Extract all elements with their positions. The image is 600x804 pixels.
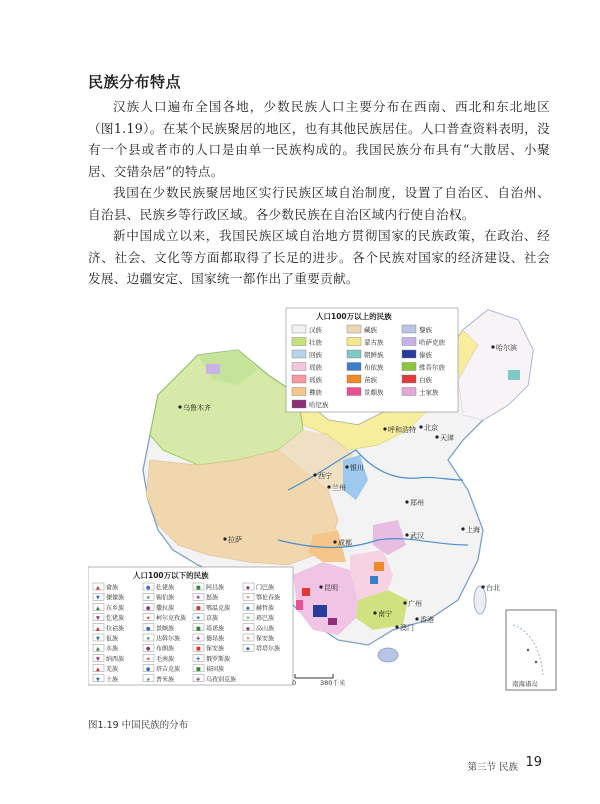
legend-small-marker: ★: [146, 636, 151, 642]
legend-label: 蒙古族: [364, 338, 384, 347]
city-label: 银川: [350, 464, 364, 472]
ethnic-distribution-map: [88, 300, 558, 700]
city-label: 香港: [420, 616, 434, 624]
legend-small-label: 乌孜别克族: [206, 676, 237, 684]
region-taiwan: [474, 586, 486, 614]
legend-small-label: 德昂族: [206, 635, 225, 643]
legend-swatch: [347, 375, 361, 383]
city-dot: [491, 345, 494, 348]
legend-label: 哈萨克族: [419, 338, 445, 347]
legend-small-marker: ▼: [96, 676, 100, 683]
legend-small-label: 达斡尔族: [156, 635, 181, 643]
legend-small-marker: ✕: [246, 615, 251, 622]
city-label: 拉萨: [228, 536, 242, 544]
legend-small-marker: ▼: [96, 595, 100, 602]
city-label: 成都: [338, 539, 352, 547]
city-dot: [178, 405, 181, 408]
city-dot: [481, 585, 484, 588]
legend-swatch: [347, 338, 361, 346]
city-label: 澳门: [400, 624, 414, 632]
legend-small-label: 保安族: [256, 635, 275, 643]
legend-label: 苗族: [364, 376, 377, 384]
legend-label: 汉族: [309, 326, 322, 334]
legend-small-label: 土族: [106, 676, 119, 684]
legend-label: 黎族: [419, 326, 432, 334]
legend-label: 回族: [309, 351, 322, 359]
legend-swatch: [347, 350, 361, 358]
legend-small-label: 珞巴族: [256, 615, 275, 623]
legend-label: 景颇族: [364, 388, 384, 397]
legend-small-marker: ▲: [96, 625, 100, 632]
legend-small-marker: ✚: [196, 676, 201, 683]
city-label: 上海: [466, 526, 480, 534]
city-label: 哈尔滨: [496, 344, 517, 352]
legend-small-label: 纳西族: [106, 655, 125, 663]
legend-swatch: [292, 325, 306, 333]
city-label: 兰州: [332, 484, 346, 492]
legend-small-marker: ▼: [96, 656, 100, 663]
legend-label: 维吾尔族: [419, 363, 445, 372]
legend-label: 朝鲜族: [364, 351, 384, 359]
legend-small-title: 人口100万以下的民族: [133, 571, 209, 580]
city-label: 西宁: [318, 472, 332, 480]
legend-large-title: 人口100万以上的民族: [316, 312, 392, 321]
legend-small-label: 柯尔克孜族: [156, 615, 187, 623]
inset-label: 南海诸岛: [512, 680, 538, 688]
legend-small: [88, 567, 293, 685]
legend-small-marker: ●: [146, 646, 151, 653]
legend-small-marker: ▲: [96, 646, 100, 653]
legend-small-marker: ■: [196, 605, 201, 612]
city-label: 郑州: [410, 499, 424, 507]
legend-label: 瑶族: [309, 376, 322, 384]
legend-small-marker: ◆: [246, 605, 250, 612]
patch-kazakh: [206, 364, 220, 374]
city-dot: [333, 540, 336, 543]
city-dot: [383, 427, 386, 430]
patch-jingpo: [296, 600, 303, 610]
legend-small-label: 傈僳族: [106, 594, 125, 602]
legend-small-label: 裕固族: [206, 666, 225, 674]
legend-label: 彝族: [309, 388, 322, 397]
legend-label: 布依族: [364, 363, 384, 372]
legend-swatch: [402, 338, 416, 346]
city-dot: [403, 601, 406, 604]
paragraph-2: 我国在少数民族聚居地区实行民族区域自治制度，设置了自治区、自治州、自治县、民族乡等行政区域。各少数民族在自治区域内行使自治权。: [88, 185, 550, 222]
legend-small-marker: ★: [146, 676, 151, 683]
legend-large: [286, 308, 458, 412]
legend-small-label: 保安族: [206, 645, 225, 653]
legend-small-marker: ■: [196, 646, 201, 653]
legend-small-marker: ■: [196, 585, 201, 591]
patch-dai: [313, 605, 327, 617]
patch-bai: [302, 588, 310, 596]
legend-small-marker: ▲: [96, 605, 100, 612]
legend-small-label: 畲族: [106, 584, 119, 592]
legend-small-marker: ◆: [246, 585, 250, 591]
page-number: 19: [525, 755, 542, 770]
city-label: 武汉: [410, 532, 424, 540]
legend-small-label: 阿昌族: [206, 584, 225, 592]
legend-small-label: 鄂温克族: [206, 604, 231, 612]
legend-small-marker: ✕: [246, 595, 251, 602]
legend-label: 傣族: [419, 351, 432, 359]
city-dot: [405, 500, 408, 503]
legend-small-label: 佤族: [106, 635, 119, 643]
legend-label: 土家族: [419, 388, 439, 397]
legend-small-label: 毛南族: [156, 655, 175, 663]
legend-swatch: [402, 375, 416, 383]
city-label: 广州: [408, 600, 422, 608]
city-dot: [327, 485, 330, 488]
legend-small-label: 景颇族: [156, 625, 175, 633]
legend-small-label: 京族: [206, 615, 219, 623]
legend-small-marker: ✚: [196, 636, 201, 642]
legend-small-marker: ✚: [196, 615, 201, 622]
legend-small-label: 塔塔尔族: [256, 645, 281, 653]
south-china-sea-inset: [506, 610, 556, 690]
legend-small-marker: ●: [146, 666, 151, 673]
legend-small-label: 门巴族: [256, 584, 275, 592]
region-hainan: [378, 648, 398, 662]
patch-hani: [328, 618, 337, 625]
legend-swatch: [402, 388, 416, 396]
city-dot: [345, 465, 348, 468]
patch-korean: [508, 370, 520, 380]
legend-small-marker: ●: [146, 605, 151, 612]
legend-small-marker: ▼: [96, 636, 100, 642]
legend-small-label: 怒族: [206, 594, 219, 602]
legend-swatch: [402, 350, 416, 358]
patch-buyi: [370, 576, 378, 584]
legend-small-label: 撒拉族: [156, 604, 175, 612]
legend-small-label: 羌族: [106, 666, 119, 674]
legend-small-marker: ◆: [246, 646, 250, 653]
city-dot: [395, 625, 398, 628]
legend-small-marker: ✚: [196, 595, 201, 602]
legend-small-label: 仫佬族: [156, 584, 175, 592]
legend-small-label: 仡佬族: [106, 615, 125, 623]
legend-small-marker: ■: [196, 625, 201, 632]
figure-caption: 图1.19 中国民族的分布: [88, 720, 189, 731]
legend-swatch: [292, 338, 306, 346]
city-label: 北京: [424, 424, 438, 432]
legend-small-marker: ✕: [246, 636, 251, 642]
legend-small-marker: ▲: [96, 585, 100, 591]
city-dot: [415, 617, 418, 620]
legend-label: 壮族: [309, 338, 322, 347]
legend-small-marker: ■: [196, 666, 201, 673]
legend-swatch: [402, 363, 416, 371]
scale-label: 380千米: [320, 679, 346, 687]
city-dot: [419, 425, 422, 428]
city-dot: [223, 537, 226, 540]
region-yunnan: [293, 562, 358, 635]
legend-small-marker: ●: [146, 585, 151, 591]
legend-label: 藏族: [364, 326, 377, 334]
legend-small-label: 赫哲族: [256, 604, 275, 612]
scale-zero: 0: [292, 679, 297, 687]
paragraph-3: 新中国成立以来，我国民族区域自治地方贯彻国家的民族政策，在政治、经济、社会、文化等方面都取得了长足的进步。各个民族对国家的经济建设、社会发展、边疆安定、国家统一都作出了重要贡献。: [88, 228, 550, 286]
legend-swatch: [292, 363, 306, 371]
legend-small-label: 普米族: [156, 676, 175, 684]
legend-small-marker: ★: [146, 656, 151, 663]
legend-swatch: [292, 350, 306, 358]
legend-small-label: 水族: [106, 645, 119, 653]
legend-label: 白族: [419, 376, 432, 384]
legend-small-marker: ✚: [196, 656, 201, 663]
legend-swatch: [402, 325, 416, 333]
legend-small-marker: ◆: [246, 625, 250, 632]
footer-section: [467, 759, 518, 773]
map-svg: [88, 300, 558, 700]
city-dot: [313, 473, 316, 476]
legend-swatch: [292, 375, 306, 383]
city-label: 呼和浩特: [388, 426, 416, 434]
legend-small-label: 布朗族: [156, 645, 175, 653]
legend-swatch: [292, 388, 306, 396]
legend-small-label: 东乡族: [106, 604, 125, 612]
city-dot: [405, 533, 408, 536]
section-heading: 民族分布特点: [88, 73, 182, 91]
city-dot: [373, 611, 376, 614]
legend-small-marker: ●: [146, 625, 151, 632]
footer-section-label: 第三节 民族: [467, 762, 518, 773]
legend-label: 瑶族: [309, 363, 322, 372]
legend-small-label: 塔吉克族: [156, 666, 181, 674]
legend-small-marker: ★: [146, 615, 151, 622]
legend-small-marker: ▲: [96, 666, 100, 673]
legend-swatch: [347, 388, 361, 396]
city-dot: [461, 527, 464, 530]
city-dot: [319, 585, 322, 588]
legend-small-label: 鄂伦春族: [256, 594, 281, 602]
city-label: 天津: [440, 434, 454, 442]
legend-small-marker: ▼: [96, 615, 100, 622]
legend-label: 哈尼族: [309, 401, 329, 409]
legend-small-label: 基诺族: [206, 625, 225, 633]
scale-bar: [292, 674, 346, 687]
legend-small-label: 锡伯族: [156, 594, 175, 602]
city-label: 南宁: [378, 610, 392, 618]
city-label: 台北: [486, 584, 500, 592]
legend-swatch: [347, 363, 361, 371]
paragraph-1: 汉族人口遍布全国各地，少数民族人口主要分布在西南、西北和东北地区（图1.19）。在某个民族聚居的地区，也有其他民族居住。人口普查资料表明，没有一个县或者市的人口是由单一民族构成的。我国民族分布具有“大散居、小聚居、交错杂居”的特点。: [88, 99, 550, 179]
city-label: 昆明: [324, 584, 338, 592]
legend-small-label: 拉祜族: [106, 625, 125, 633]
legend-swatch: [347, 325, 361, 333]
city-label: 乌鲁木齐: [183, 404, 211, 412]
legend-small-marker: ★: [146, 595, 151, 602]
patch-miao: [374, 562, 384, 571]
legend-swatch: [292, 400, 306, 408]
legend-small-label: 高山族: [256, 625, 275, 633]
legend-small-label: 俄罗斯族: [206, 655, 231, 663]
city-dot: [435, 435, 438, 438]
